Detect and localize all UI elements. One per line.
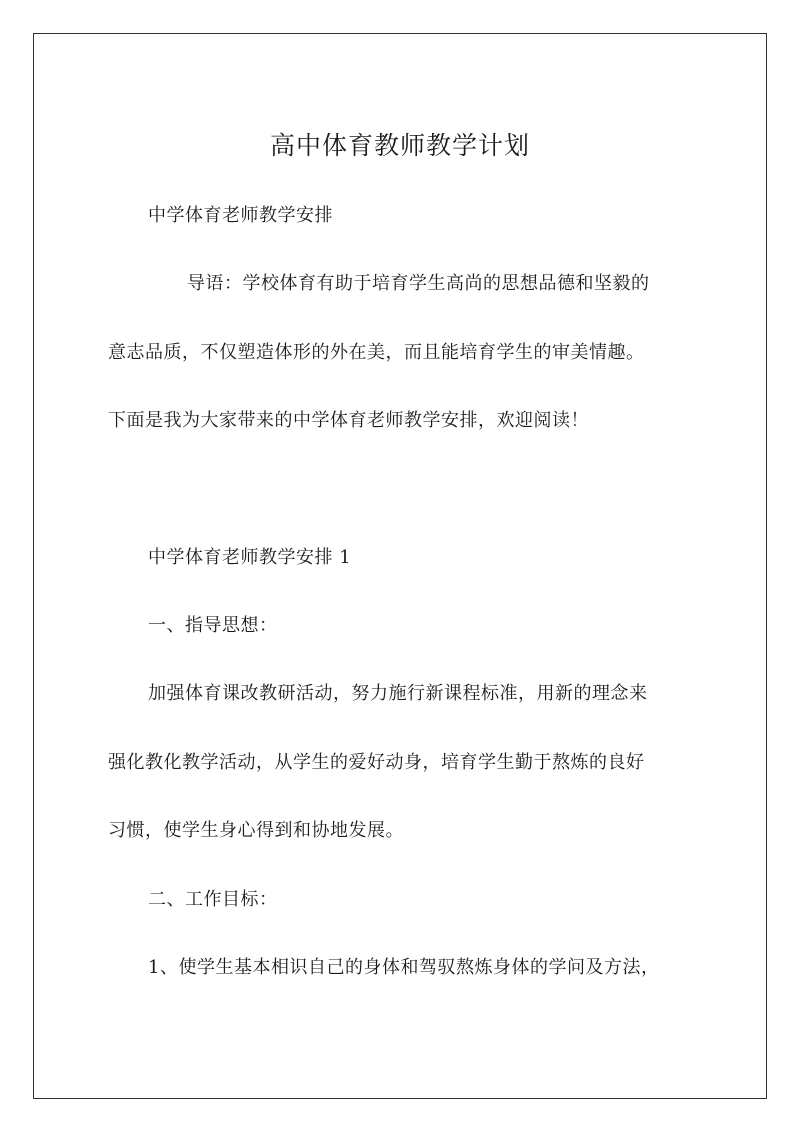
- intro-line-3: 下面是我为大家带来的中学体育老师教学安排，欢迎阅读！: [108, 410, 589, 431]
- part1-body-line-2: 强化教化教学活动，从学生的爱好动身，培育学生勤于熬炼的良好: [108, 752, 645, 773]
- document-title: 高中体育教师教学计划: [269, 131, 530, 160]
- part1-heading: 一、指导思想：: [148, 615, 278, 636]
- section-heading: 中学体育老师教学安排 1: [148, 547, 352, 568]
- item-1: 1、使学生基本相识自己的身体和驾驭熬炼身体的学问及方法，: [148, 957, 660, 978]
- intro-line-2: 意志品质，不仅塑造体形的外在美，而且能培育学生的审美情趣。: [108, 342, 645, 363]
- part2-heading: 二、工作目标：: [148, 889, 278, 910]
- page-border: [33, 33, 767, 1099]
- part1-body-line-1: 加强体育课改教研活动，努力施行新课程标准，用新的理念来: [148, 683, 648, 704]
- intro-line-1: 导语：学校体育有助于培育学生高尚的思想品德和坚毅的: [187, 273, 650, 294]
- document-subtitle: 中学体育老师教学安排: [148, 205, 333, 226]
- part1-body-line-3: 习惯，使学生身心得到和协地发展。: [108, 820, 404, 841]
